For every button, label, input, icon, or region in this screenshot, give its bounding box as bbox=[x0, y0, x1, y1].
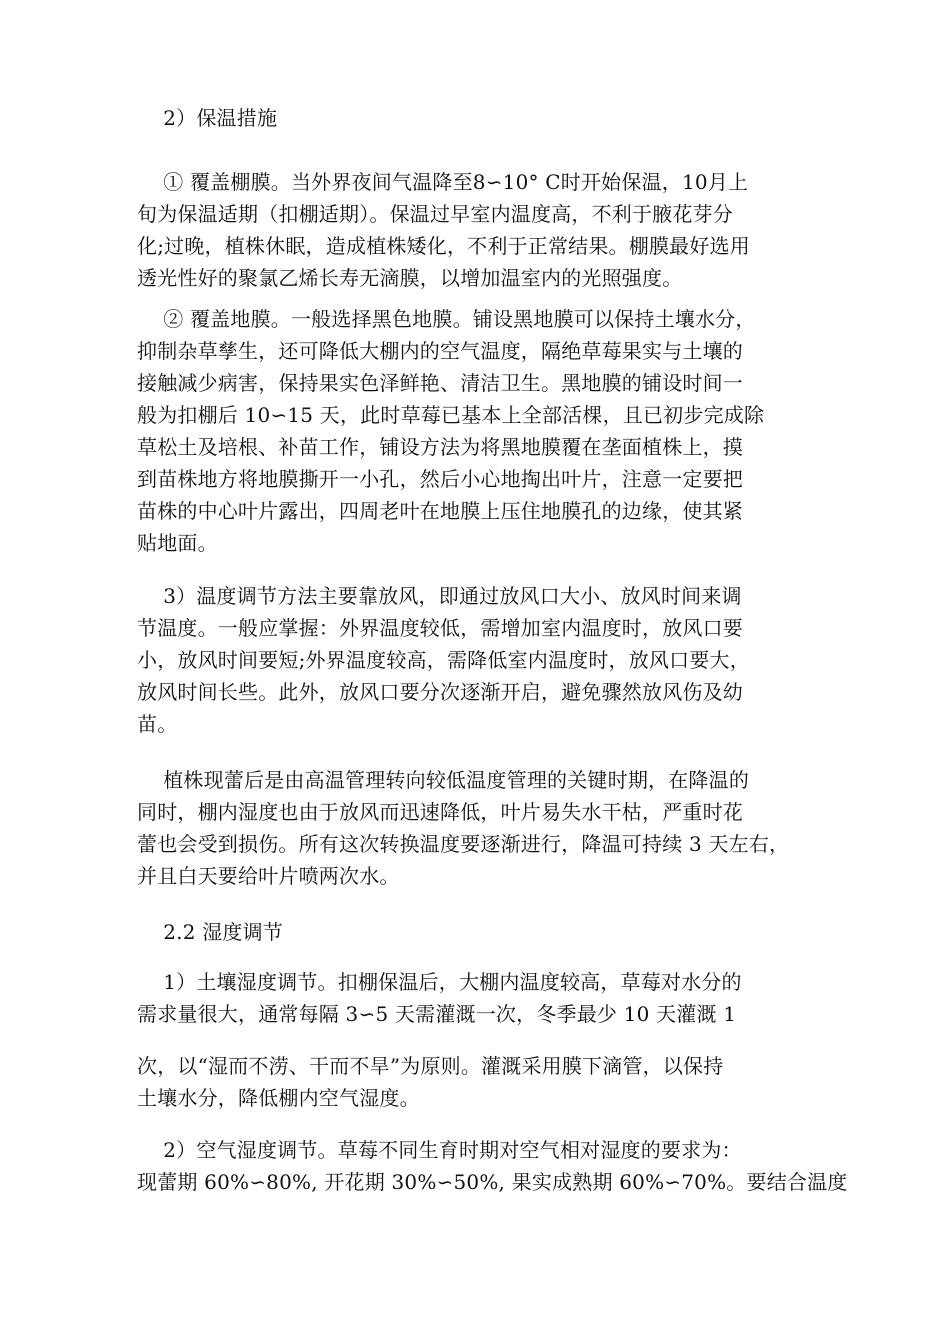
text-line: 1）土壤湿度调节。扣棚保温后，大棚内温度较高，草莓对水分的 bbox=[137, 970, 742, 994]
text-line: 需求量很大，通常每隔 3∽5 天需灌溉一次，冬季最少 10 天灌溉 1 bbox=[137, 1002, 737, 1026]
text-line: ① 覆盖棚膜。当外界夜间气温降至8∽10° C时开始保温，10月上 bbox=[137, 170, 749, 194]
text-line: 2）空气湿度调节。草莓不同生育时期对空气相对湿度的要求为： bbox=[137, 1138, 742, 1162]
text-line: 土壤水分，降低棚内空气湿度。 bbox=[137, 1086, 420, 1110]
text-line: 贴地面。 bbox=[137, 531, 218, 555]
text-line: 现蕾期 60%∽80%, 开花期 30%∽50%, 果实成熟期 60%∽70%。要结合温度 bbox=[137, 1170, 848, 1194]
text-line: 并且白天要给叶片喷两次水。 bbox=[137, 864, 400, 888]
text-line: 般为扣棚后 10∽15 天，此时草莓已基本上全部活棵，且已初步完成除 bbox=[137, 403, 765, 427]
paragraph-fugai-pengmo bbox=[137, 166, 827, 294]
text-line: 旬为保温适期（扣棚适期）。保温过早室内温度高，不利于腋花芽分 bbox=[137, 202, 733, 226]
paragraph-wendu-tiaojie bbox=[137, 580, 827, 740]
text-line: 蕾也会受到损伤。所有这次转换温度要逐渐进行，降温可持续 3 天左右， bbox=[137, 832, 790, 856]
text-line: ② 覆盖地膜。一般选择黑色地膜。铺设黑地膜可以保持土壤水分， bbox=[137, 307, 756, 331]
text-line: 接触减少病害，保持果实色泽鲜艳、清洁卫生。黑地膜的铺设时间一 bbox=[137, 371, 743, 395]
paragraph-fugai-dimo bbox=[137, 303, 827, 559]
paragraph-xianlei bbox=[137, 764, 827, 892]
text-line: 3）温度调节方法主要靠放风，即通过放风口大小、放风时间来调 bbox=[137, 584, 742, 608]
text-line: 化;过晚，植株休眠，造成植株矮化，不利于正常结果。棚膜最好选用 bbox=[137, 234, 750, 258]
text-line: 苗。 bbox=[137, 712, 178, 736]
text-line: 次，以“湿而不涝、干而不旱”为原则。灌溉采用膜下滴管，以保持 bbox=[137, 1054, 724, 1078]
text-line: 2.2 湿度调节 bbox=[137, 920, 283, 944]
text-line: 植株现蕾后是由高温管理转向较低温度管理的关键时期，在降温的 bbox=[137, 768, 750, 792]
text-line: 到苗株地方将地膜撕开一小孔，然后小心地掏出叶片，注意一定要把 bbox=[137, 467, 743, 491]
text-line: 苗株的中心叶片露出，四周老叶在地膜上压住地膜孔的边缘，使其紧 bbox=[137, 499, 743, 523]
text-line: 放风时间长些。此外，放风口要分次逐渐开启，避免骤然放风伤及幼 bbox=[137, 680, 743, 704]
text-line: 草松土及培根、补苗工作，铺设方法为将黑地膜覆在垄面植株上，摸 bbox=[137, 435, 743, 459]
text-line: 小，放风时间要短;外界温度较高，需降低室内温度时，放风口要大， bbox=[137, 648, 750, 672]
text-line: 节温度。一般应掌握：外界温度较低，需增加室内温度时，放风口要 bbox=[137, 616, 743, 640]
heading-baowen bbox=[137, 102, 827, 134]
text-line: 同时，棚内湿度也由于放风而迅速降低，叶片易失水干枯，严重时花 bbox=[137, 800, 743, 824]
paragraph-turang-b bbox=[137, 1050, 827, 1114]
paragraph-turang-a bbox=[137, 966, 827, 1030]
heading-shidu bbox=[137, 916, 827, 948]
text-line: 2）保温措施 bbox=[137, 106, 278, 130]
paragraph-kongqi bbox=[137, 1134, 848, 1198]
text-line: 抑制杂草孳生，还可降低大棚内的空气温度，隔绝草莓果实与土壤的 bbox=[137, 339, 743, 363]
text-line: 透光性好的聚氯乙烯长寿无滴膜，以增加温室内的光照强度。 bbox=[137, 266, 683, 290]
